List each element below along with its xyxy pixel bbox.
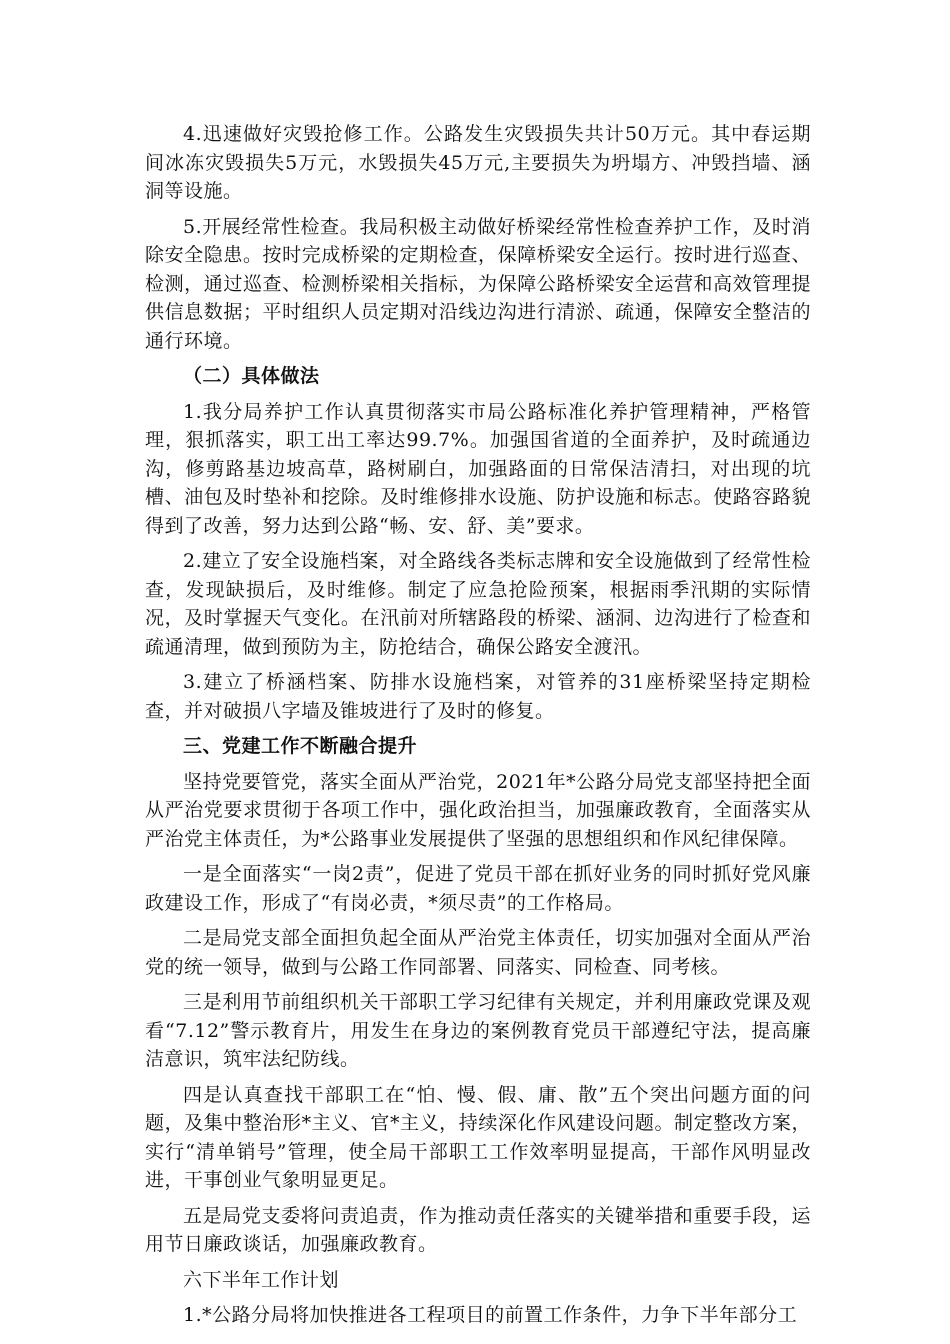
paragraph-party-point-2: 二是局党支部全面担负起全面从严治党主体责任，切实加强对全面从严治党的统一领导，做到与公路工作同部署、同落实、同检查、同考核。 xyxy=(145,927,811,978)
document-page xyxy=(145,120,811,1337)
section-heading-party-building: 三、党建工作不断融合提升 xyxy=(183,735,418,757)
paragraph-practice-1: 1.我分局养护工作认真贯彻落实市局公路标准化养护管理精神，严格管理，狠抓落实，职工出工率达99.7%。加强国省道的全面养护，及时疏通边沟，修剪路基边坡高草，路树刷白，加强路面的日常保洁清扫，对出现的坑槽、油包及时垫补和挖除。及时维修排水设施、防护设施和标志。使路容路貌得到了改善，努力达到公路“畅、安、舒、美”要求。 xyxy=(145,400,811,537)
paragraph-routine-inspection: 5.开展经常性检查。我局积极主动做好桥梁经常性检查养护工作，及时消除安全隐患。按时完成桥梁的定期检查，保障桥梁安全运行。按时进行巡查、检测，通过巡查、检测桥梁相关指标，为保障公路桥梁安全运营和高效管理提供信息数据；平时组织人员定期对沿线边沟进行清淤、疏通，保障安全整洁的通行环境。 xyxy=(145,215,811,352)
paragraph-party-overview: 坚持党要管党，落实全面从严治党，2021年*公路分局党支部坚持把全面从严治党要求贯彻于各项工作中，强化政治担当，加强廉政教育，全面落实从严治党主体责任，为*公路事业发展提供了坚强的思想组织和作风纪律保障。 xyxy=(145,770,811,850)
section-heading-specific-practices: （二）具体做法 xyxy=(183,365,320,387)
paragraph-party-point-3: 三是利用节前组织机关干部职工学习纪律有关规定，并利用廉政党课及观看“7.12”警示教育片，用发生在身边的案例教育党员干部遵纪守法，提高廉洁意识，筑牢法纪防线。 xyxy=(145,991,811,1070)
paragraph-party-point-4: 四是认真查找干部职工在“怕、慢、假、庸、散”五个突出问题方面的问题，及集中整治形*主义、官*主义，持续深化作风建设问题。制定整改方案，实行“清单销号”管理，使全局干部职工工作效率明显提高，干部作风明显改进，干事创业气象明显更足。 xyxy=(145,1083,811,1191)
paragraph-plan-title: 六下半年工作计划 xyxy=(183,1268,340,1291)
paragraph-disaster-repair: 4.迅速做好灾毁抢修工作。公路发生灾毁损失共计50万元。其中春运期间冰冻灾毁损失5万元，水毁损失45万元,主要损失为坍塌方、冲毁挡墙、涵洞等设施。 xyxy=(145,123,811,202)
paragraph-plan-1: 1.*公路分局将加快推进各工程项目的前置工作条件，力争下半年部分工 xyxy=(183,1304,798,1326)
paragraph-party-point-5: 五是局党支委将问责追责，作为推动责任落实的关键举措和重要手段，运用节日廉政谈话，加强廉政教育。 xyxy=(145,1204,811,1255)
paragraph-party-point-1: 一是全面落实“一岗2责”，促进了党员干部在抓好业务的同时抓好党风廉政建设工作，形成了“有岗必责，*须尽责”的工作格局。 xyxy=(145,863,811,914)
paragraph-practice-2: 2.建立了安全设施档案，对全路线各类标志牌和安全设施做到了经常性检查，发现缺损后，及时维修。制定了应急抢险预案，根据雨季汛期的实际情况，及时掌握天气变化。在汛前对所辖路段的桥梁、涵洞、边沟进行了检查和疏通清理，做到预防为主，防抢结合，确保公路安全渡汛。 xyxy=(145,550,811,658)
paragraph-practice-3: 3.建立了桥涵档案、防排水设施档案，对管养的31座桥梁坚持定期检查，并对破损八字墙及锥坡进行了及时的修复。 xyxy=(145,671,811,722)
